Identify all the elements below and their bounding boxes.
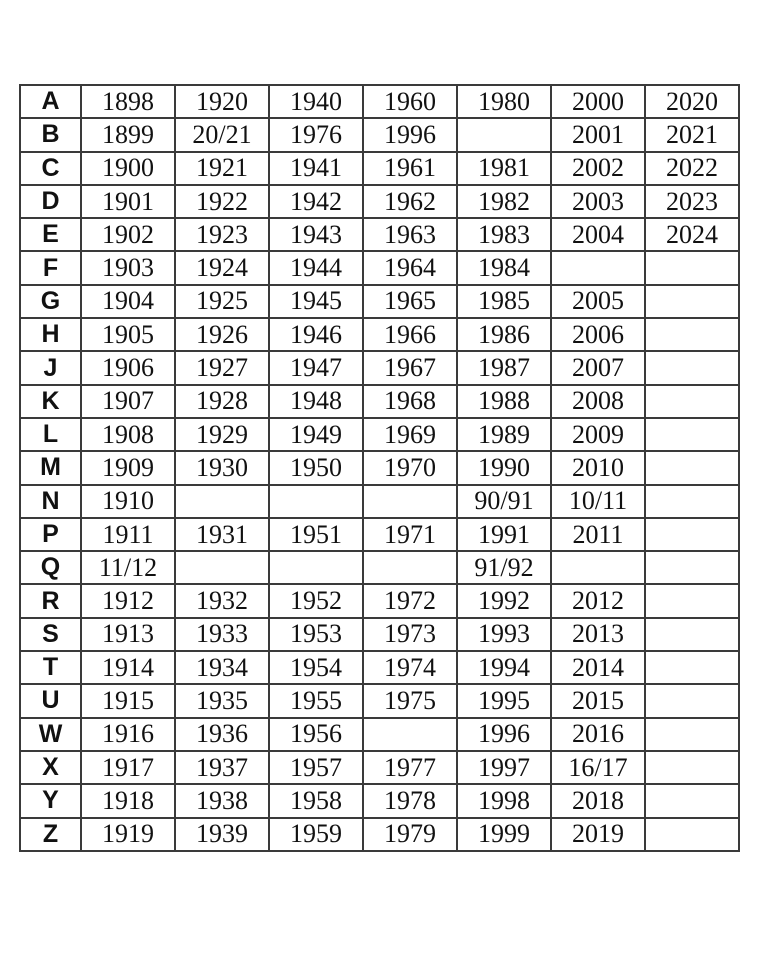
date-letter-table [19,84,740,852]
year-cell: 2022 [645,152,739,185]
table-body [20,85,739,851]
year-cell: 1937 [175,751,269,784]
year-cell: 1959 [269,818,363,851]
year-cell: 1964 [363,251,457,284]
year-cell: 1944 [269,251,363,284]
table-row [20,418,739,451]
row-letter: U [20,684,81,717]
year-cell [645,518,739,551]
year-cell [645,551,739,584]
table-row [20,251,739,284]
table-row [20,584,739,617]
year-cell [645,451,739,484]
year-cell: 1928 [175,385,269,418]
year-cell: 2016 [551,718,645,751]
table-row [20,551,739,584]
row-letter: K [20,385,81,418]
year-cell [363,551,457,584]
year-cell: 1918 [81,784,175,817]
year-cell: 1986 [457,318,551,351]
row-letter: S [20,618,81,651]
year-cell: 1953 [269,618,363,651]
year-cell: 1980 [457,85,551,118]
year-cell: 2003 [551,185,645,218]
row-letter: R [20,584,81,617]
year-cell: 1904 [81,285,175,318]
year-cell [175,485,269,518]
year-cell [363,718,457,751]
year-cell: 20/21 [175,118,269,151]
year-cell: 2006 [551,318,645,351]
year-cell: 1975 [363,684,457,717]
year-cell: 1900 [81,152,175,185]
year-cell: 2024 [645,218,739,251]
year-cell: 1999 [457,818,551,851]
year-cell: 90/91 [457,485,551,518]
year-cell: 2020 [645,85,739,118]
year-cell: 1985 [457,285,551,318]
row-letter: C [20,152,81,185]
year-cell: 1935 [175,684,269,717]
year-cell: 1943 [269,218,363,251]
year-cell: 1965 [363,285,457,318]
year-cell: 1948 [269,385,363,418]
table-row [20,718,739,751]
year-cell [645,718,739,751]
year-cell: 1939 [175,818,269,851]
row-letter: Y [20,784,81,817]
table-row [20,318,739,351]
year-cell: 2000 [551,85,645,118]
table-row [20,618,739,651]
year-cell: 1911 [81,518,175,551]
year-cell: 2013 [551,618,645,651]
row-letter: G [20,285,81,318]
year-cell: 1909 [81,451,175,484]
table-row [20,218,739,251]
year-cell: 1899 [81,118,175,151]
table-row [20,152,739,185]
year-cell: 1983 [457,218,551,251]
row-letter: N [20,485,81,518]
year-cell: 2005 [551,285,645,318]
year-cell: 1901 [81,185,175,218]
year-cell: 1989 [457,418,551,451]
year-cell [551,251,645,284]
table-row [20,684,739,717]
year-cell [645,651,739,684]
year-cell: 1974 [363,651,457,684]
year-cell [363,485,457,518]
year-cell: 1920 [175,85,269,118]
year-cell [269,485,363,518]
year-cell: 1968 [363,385,457,418]
year-cell: 1923 [175,218,269,251]
table-row [20,651,739,684]
row-letter: W [20,718,81,751]
year-cell: 1957 [269,751,363,784]
year-cell: 1962 [363,185,457,218]
year-cell: 2018 [551,784,645,817]
year-cell: 1940 [269,85,363,118]
year-cell: 1951 [269,518,363,551]
year-cell: 16/17 [551,751,645,784]
year-cell [645,784,739,817]
row-letter: J [20,351,81,384]
year-cell: 2015 [551,684,645,717]
year-cell: 1978 [363,784,457,817]
year-cell: 1898 [81,85,175,118]
year-cell: 1916 [81,718,175,751]
year-cell: 1908 [81,418,175,451]
year-cell: 91/92 [457,551,551,584]
year-cell: 1903 [81,251,175,284]
year-cell [551,551,645,584]
row-letter: B [20,118,81,151]
year-cell: 1931 [175,518,269,551]
table-row [20,451,739,484]
year-cell: 1938 [175,784,269,817]
year-cell: 1979 [363,818,457,851]
year-cell [457,118,551,151]
year-cell: 1915 [81,684,175,717]
row-letter: M [20,451,81,484]
year-cell: 1919 [81,818,175,851]
year-cell: 1987 [457,351,551,384]
year-cell: 1946 [269,318,363,351]
year-cell: 1996 [457,718,551,751]
year-cell: 1961 [363,152,457,185]
year-cell: 1972 [363,584,457,617]
year-cell: 1925 [175,285,269,318]
row-letter: Q [20,551,81,584]
year-cell: 1984 [457,251,551,284]
year-cell: 1924 [175,251,269,284]
year-cell [645,485,739,518]
row-letter: T [20,651,81,684]
year-cell: 1970 [363,451,457,484]
year-cell: 1949 [269,418,363,451]
year-cell: 2001 [551,118,645,151]
year-cell: 1914 [81,651,175,684]
year-cell: 1993 [457,618,551,651]
year-cell: 1960 [363,85,457,118]
year-cell: 1907 [81,385,175,418]
year-cell: 1990 [457,451,551,484]
year-cell: 1977 [363,751,457,784]
year-cell: 2010 [551,451,645,484]
row-letter: Z [20,818,81,851]
year-cell: 1936 [175,718,269,751]
year-cell: 1910 [81,485,175,518]
year-cell: 2023 [645,185,739,218]
year-cell: 1956 [269,718,363,751]
year-cell: 2002 [551,152,645,185]
year-cell: 1988 [457,385,551,418]
year-cell [645,251,739,284]
year-cell: 1927 [175,351,269,384]
year-cell: 1982 [457,185,551,218]
year-cell: 1981 [457,152,551,185]
year-cell: 1932 [175,584,269,617]
year-cell: 2007 [551,351,645,384]
row-letter: H [20,318,81,351]
table-row [20,751,739,784]
year-cell: 1958 [269,784,363,817]
year-cell: 1906 [81,351,175,384]
year-cell: 2009 [551,418,645,451]
table-row [20,118,739,151]
table-row [20,351,739,384]
year-cell [645,584,739,617]
row-letter: L [20,418,81,451]
year-cell: 1997 [457,751,551,784]
year-cell: 1963 [363,218,457,251]
year-cell: 2019 [551,818,645,851]
year-cell: 2012 [551,584,645,617]
year-cell: 2004 [551,218,645,251]
year-cell: 1996 [363,118,457,151]
year-cell: 1929 [175,418,269,451]
year-cell: 2011 [551,518,645,551]
row-letter: D [20,185,81,218]
year-cell: 1967 [363,351,457,384]
year-cell: 1991 [457,518,551,551]
year-cell [269,551,363,584]
table-row [20,485,739,518]
year-cell: 1954 [269,651,363,684]
year-cell: 1995 [457,684,551,717]
year-cell: 1973 [363,618,457,651]
year-cell [645,285,739,318]
table-row [20,285,739,318]
year-cell [175,551,269,584]
year-cell: 1941 [269,152,363,185]
table-row [20,784,739,817]
year-cell [645,751,739,784]
year-cell [645,418,739,451]
year-cell: 10/11 [551,485,645,518]
year-cell: 1955 [269,684,363,717]
year-cell: 1921 [175,152,269,185]
year-cell: 1969 [363,418,457,451]
year-cell [645,818,739,851]
year-cell: 1913 [81,618,175,651]
year-cell: 1926 [175,318,269,351]
year-cell: 1917 [81,751,175,784]
year-cell: 2021 [645,118,739,151]
row-letter: E [20,218,81,251]
year-cell: 1922 [175,185,269,218]
year-cell [645,318,739,351]
year-cell: 1930 [175,451,269,484]
year-cell: 1912 [81,584,175,617]
row-letter: A [20,85,81,118]
year-cell: 1947 [269,351,363,384]
table-row [20,185,739,218]
year-cell: 1933 [175,618,269,651]
year-cell: 2008 [551,385,645,418]
year-cell [645,351,739,384]
year-cell: 11/12 [81,551,175,584]
year-cell: 1950 [269,451,363,484]
year-cell: 1976 [269,118,363,151]
table-row [20,385,739,418]
year-cell: 1966 [363,318,457,351]
year-cell: 1902 [81,218,175,251]
year-cell [645,385,739,418]
year-cell: 1992 [457,584,551,617]
year-cell: 1942 [269,185,363,218]
table-row [20,818,739,851]
year-cell: 1971 [363,518,457,551]
year-cell [645,684,739,717]
year-cell: 1905 [81,318,175,351]
year-cell: 2014 [551,651,645,684]
row-letter: X [20,751,81,784]
table-row [20,85,739,118]
table-row [20,518,739,551]
year-cell: 1998 [457,784,551,817]
row-letter: P [20,518,81,551]
year-cell: 1934 [175,651,269,684]
year-cell: 1994 [457,651,551,684]
year-cell [645,618,739,651]
year-cell: 1952 [269,584,363,617]
year-cell: 1945 [269,285,363,318]
row-letter: F [20,251,81,284]
